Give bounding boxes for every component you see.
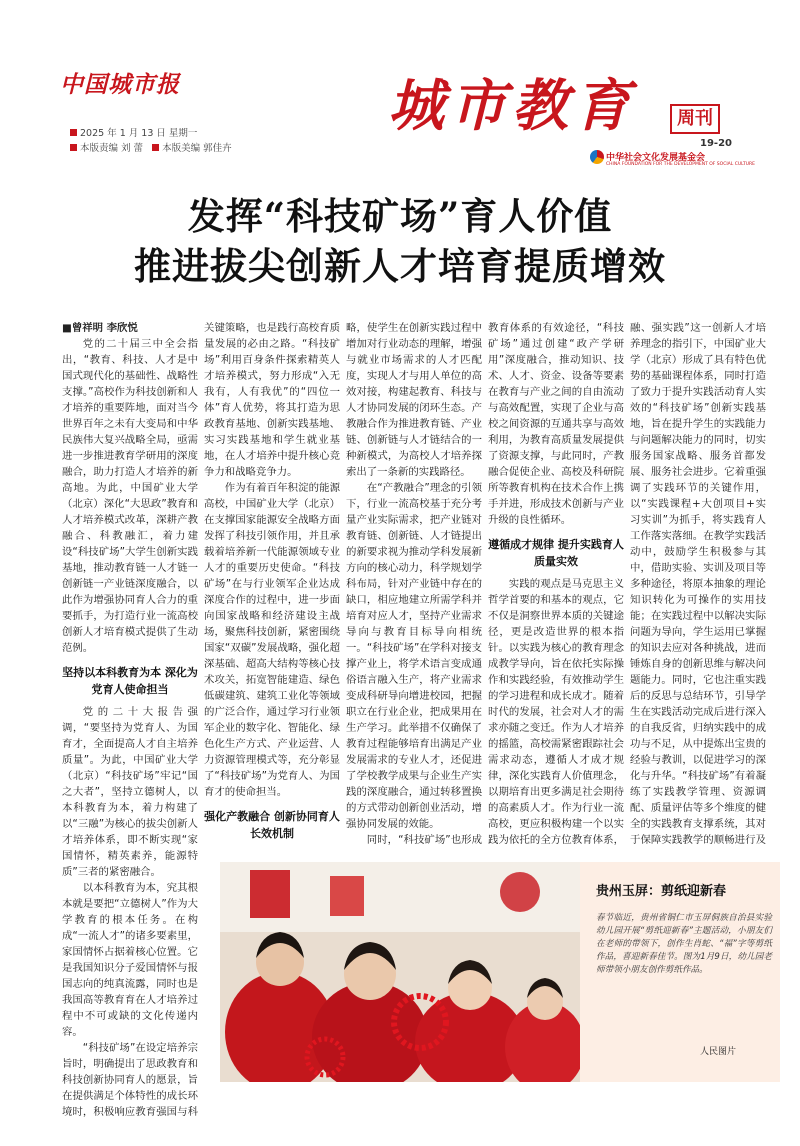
masthead-title: 城市教育 bbox=[388, 73, 636, 139]
square-bullet-icon bbox=[152, 144, 159, 151]
paragraph: 实践的观点是马克思主义哲学首要的和基本的观点，它不仅是洞察世界本质的关键途径，更是改造世界的根本指针。以实践为核心的教育理念成教学导向，旨在依托实际操作和实践经验，有效推动学生的学习进程和成长成才。随着时代的发展，社会对人才的需求亦随之变迁。作为人才培养的摇篮，高校需紧密跟踪社会需求动态，遵循人才成才规律，深化实践育人价值理念，以期培育出更多满足社会期待的高素质人才。作为行业一流高校，更应积极构建一个以实践为依托的全方位教育体系， bbox=[488, 578, 624, 846]
article-column-3 bbox=[346, 320, 482, 850]
paragraph: “科技矿场”在设定培养宗旨时，明确提出了思政教育和科技创新协同育人的愿景，旨在提供满足个体特性的成长环境时，积极响应教育强国与科 bbox=[62, 1042, 198, 1118]
paragraph bbox=[204, 848, 340, 850]
subheading: 强化产教融合 创新协同育人长效机制 bbox=[204, 810, 340, 840]
headline-line-1: 发挥“科技矿场”育人价值 bbox=[187, 194, 613, 238]
photo-credit: 人民图片 bbox=[700, 1047, 737, 1057]
byline: ■曾祥明 李欣悦 bbox=[62, 322, 138, 334]
newspaper-brand-logo: 中国城市报 bbox=[60, 71, 180, 98]
paragraph: 略，使学生在创新实践过程中增加对行业动态的理解，增强与就业市场需求的人才匹配度，实现人才与用人单位的高效对接，构建起教育、科技与人才协同发展的闭环生态。产教融合作为推进教育链、产业链、创新链与人才链结合的一种新模式，为高校人才培养探索出了一条新的实践路径。 bbox=[346, 322, 482, 478]
paragraph: 党的二十大报告强调，“要坚持为党育人、为国育才，全面提高人才自主培养质量”。为此，中国矿业大学（北京）“科技矿场”牢记“国之大者”，坚持立德树人，以本科教育为本，着力构建了以“三融”为核心的拔尖创新人才培养体系，即不断实现“家国情怀，精英素养，能源特质”三者的紧密融合。 bbox=[62, 706, 198, 878]
paragraph: 融、强实践”这一创新人才培养理念的指引下，中国矿业大学（北京）形成了具有特色优势的基础课程体系，同时打造了致力于提升实践活动育人实效的“科技矿场”创新实践基地，旨在提升学生的实践能力与问题解决能力的同时，切实服务国家战略、服务首都发展、服务社会进步。它着重强调了实践环节的关键作用，以“实践课程+大创项目+实习实训”为抓手，将实践育人工作落实落细。在教学实践活动中，鼓励学生积极参与其中，借助实验、实训及项目等多种途径，将原本抽象的理论知识转化为可操作的实用技能；在实践过程中以解决实际问题为导向，学生运用已掌握的知识去应对各种挑战，进而锤炼自身的创新思维与解决问题能力。同时，它也注重实践后的反思与总结环节，引导学生在实践活动完成后进行深入的自我反省，归纳实践中的成功与不足，从中提炼出宝贵的经验与教训，以促进学习的深化与升华。“科技矿场”有着凝练了实践教学管理、资源调配、质量评估等多个维度的健全的实践教育支撑系统，其对于保障实践教学的顺畅进行及 bbox=[630, 322, 766, 846]
date-line: 2025 年 1 月 13 日 星期一 bbox=[70, 125, 197, 139]
article-column-1 bbox=[62, 320, 198, 1120]
paragraph: 党的二十届三中全会指出，“教育、科技、人才是中国式现代化的基础性、战略性支撑。”高校作为科技创新和人才培养的重要阵地，面对当今世界百年之未有大变局和中华民族伟大复兴战略全局，亟需进一步推进教育学研用的深度融合，助力打造人才培养的新高地。为此，中国矿业大学（北京）深化“大思政”教育和人才培养模式改革，深耕产教融合、科教融汇，着力建设“科技矿场”大学生创新实践基地，推动教育链一人才链一创新链一产业链深度融合，以此作为增强协同育人合力的重要抓手，为打造行业一流高校创新人才培育模式提供了生动范例。 bbox=[62, 338, 198, 654]
article-column-5 bbox=[630, 320, 766, 850]
article-column-2 bbox=[204, 320, 340, 850]
paragraph: 关键策略，也是践行高校育质量发展的必由之路。“科技矿场”利用百身条件探索精英人才培养模式，努力形成“入无我有，人有我优”的“四位一体”育人优势，将其打造为思政教育基地、创新实践基地、实习实践基地和学生就业基地，在人才培养中提升核心竞争力和战略竞争力。 bbox=[204, 322, 340, 478]
subheading: 遵循成才规律 提升实践育人质量实效 bbox=[488, 538, 624, 568]
square-bullet-icon bbox=[70, 144, 77, 151]
foundation-logo-icon bbox=[590, 150, 604, 164]
photo-caption: 春节临近，贵州省铜仁市玉屏侗族自治县实验幼儿园开展“剪纸迎新春”主题活动，小朋友们在老师的带领下，创作生肖蛇、“福”字等剪纸作品，喜迎新春佳节。图为1月9日，幼儿园老师带领小朋友创作剪纸作品。 bbox=[596, 913, 772, 975]
children-paper-cutting-photo-illustration bbox=[220, 862, 580, 1082]
article-column-4 bbox=[488, 320, 624, 850]
paragraph: 以本科教育为本，究其根本就是要把“立德树人”作为大学教育的根本任务。在构成“一流人才”的诸多要素里，家国情怀占据着核心位置。它是我国知识分子爱国情怀与报国志向的纯真流露，同时也是我国高等教育育在人才培养过程中不可或缺的文化传递内容。 bbox=[62, 882, 198, 1038]
foundation-name: 中华社会文化发展基金会 bbox=[606, 153, 706, 163]
paragraph: 作为有着百年积淀的能源高校，中国矿业大学（北京）在支撑国家能源安全战略方面发挥了科技引领作用，并且承载着培养新一代能源领域专业人才的重要历史使命。“科技矿场”在与行业领军企业达成深度合作的过程中，进一步面向国家战略和经济建设主战场，聚焦科技创新，紧密围绕国家“双碳”发展战略，强化超深基础、超高大结构等核心技术攻关，拓宽智能建造、绿色低碳建筑、建筑工业化等领域的广泛合作，通过学习行业领军企业的数字化、智能化、绿色化生产方式、产业运营、人力资源管理模式等，充分彰显了“科技矿场”为党育人、为国育才的使命担当。 bbox=[204, 482, 340, 798]
paragraph: 同时，“科技矿场”也形成 bbox=[366, 834, 482, 846]
foundation-name-en: CHINA FOUNDATION FOR THE DEVELOPMENT OF SOCIAL CULTURE bbox=[606, 162, 756, 167]
page-numbers: 19-20 bbox=[700, 138, 732, 149]
headline-line-2: 推进拔尖创新人才培育提质增效 bbox=[134, 244, 666, 288]
paper-cutting-photo bbox=[220, 862, 580, 1082]
paragraph: 教育体系的有效途径，“科技矿场”通过创建“政产学研用”深度融合，推动知识、技术、人才、资金、设备等要素在教育与产业之间的自由流动与高效配置，实现了企业与高校之间资源的互通共享与高效利用，为教育高质量发展提供了资源支撑，与此同时，产教融合促使企业、高校及科研院所等教育机构在技术合作上携手并进，形成技术创新与产业升级的良性循环。 bbox=[488, 322, 624, 526]
paragraph: 在“产教融合”理念的引领下，行业一流高校基于充分考量产业实际需求，把产业链对教育链、创新链、人才链提出的新要求视为推动学科发展新方向的核心动力，科学规划学科布局，针对产业链中存在的缺口，相应地建立所需学科并培育对应人才，坚持产业需求导向与教育目标导向相统一。“科技矿场”在学科对接支撑产业上，将学术语言变成通俗语言融入生产，将产业需求变成科研导向增进校园，把握职立在行业企业，把成果用在生产学习。此举措不仅确保了教育过程能够培育出满足产业发展需求的专业人才，还促进了学校教学成果与企业生产实践的深度融合，通过转移置换的方式带动创新创业活动，增强协同发展的效能。 bbox=[346, 482, 482, 830]
photo-title: 贵州玉屏：剪纸迎新春 bbox=[596, 884, 727, 899]
editor-line: 本版责编 刘 蕾 本版美编 郭佳卉 bbox=[70, 140, 232, 154]
subheading: 坚持以本科教育为本 深化为党育人使命担当 bbox=[62, 666, 198, 696]
weekly-badge: 周刊 bbox=[670, 104, 720, 134]
square-bullet-icon bbox=[70, 129, 77, 136]
